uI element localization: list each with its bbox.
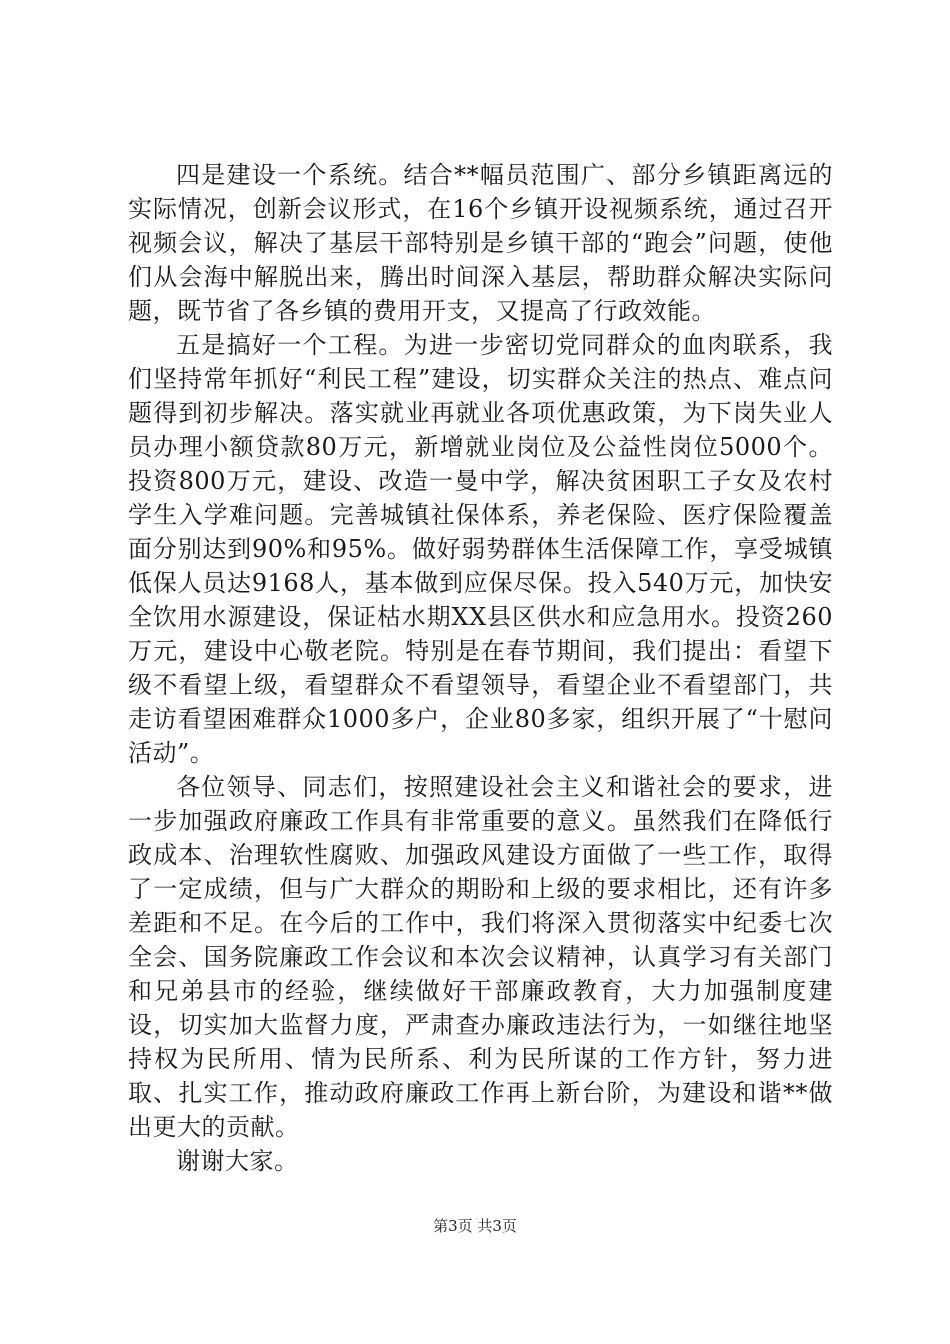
paragraph-project: 五是搞好一个工程。为进一步密切党同群众的血肉联系，我们坚持常年抓好“利民工程”建设，切实群众关注的热点、难点问题得到初步解决。落实就业再就业各项优惠政策，为下岗失业人员办理小额贷款80万元，新增就业岗位及公益性岗位5000个。投资800万元，建设、改造一曼中学，解决贫困职工子女及农村学生入学难问题。完善城镇社保体系，养老保险、医疗保险覆盖面分别达到90%和95%。做好弱势群体生活保障工作，享受城镇低保人员达9168人，基本做到应保尽保。投入540万元，加快安全饮用水源建设，保证枯水期XX县区供水和应急用水。投资260万元，建设中心敬老院。特别是在春节期间，我们提出：看望下级不看望上级，看望群众不看望领导，看望企业不看望部门，共走访看望困难群众1000多户，企业80多家，组织开展了“十慰问活动”。 <box>128 331 833 767</box>
paragraph-thanks: 谢谢大家。 <box>176 1147 299 1175</box>
paragraph-system: 四是建设一个系统。结合**幅员范围广、部分乡镇距离远的实际情况，创新会议形式，在16个乡镇开设视频系统，通过召开视频会议，解决了基层干部特别是乡镇干部的“跑会”问题，使他们从会海中解脱出来，腾出时间深入基层，帮助群众解决实际问题，既节省了各乡镇的费用开支，又提高了行政效能。 <box>128 161 833 325</box>
page-number: 第3页 共3页 <box>433 1217 517 1235</box>
document-body <box>128 158 833 1178</box>
paragraph-conclusion: 各位领导、同志们，按照建设社会主义和谐社会的要求，进一步加强政府廉政工作具有非常重要的意义。虽然我们在降低行政成本、治理软性腐败、加强政风建设方面做了一些工作，取得了一定成绩，但与广大群众的期盼和上级的要求相比，还有许多差距和不足。在今后的工作中，我们将深入贯彻落实中纪委七次全会、国务院廉政工作会议和本次会议精神，认真学习有关部门和兄弟县市的经验，继续做好干部廉政教育，大力加强制度建设，切实加大监督力度，严肃查办廉政违法行为，一如继往地坚持权为民所用、情为民所系、利为民所谋的工作方针，努力进取、扎实工作，推动政府廉政工作再上新台阶，为建设和谐**做出更大的贡献。 <box>128 773 833 1141</box>
